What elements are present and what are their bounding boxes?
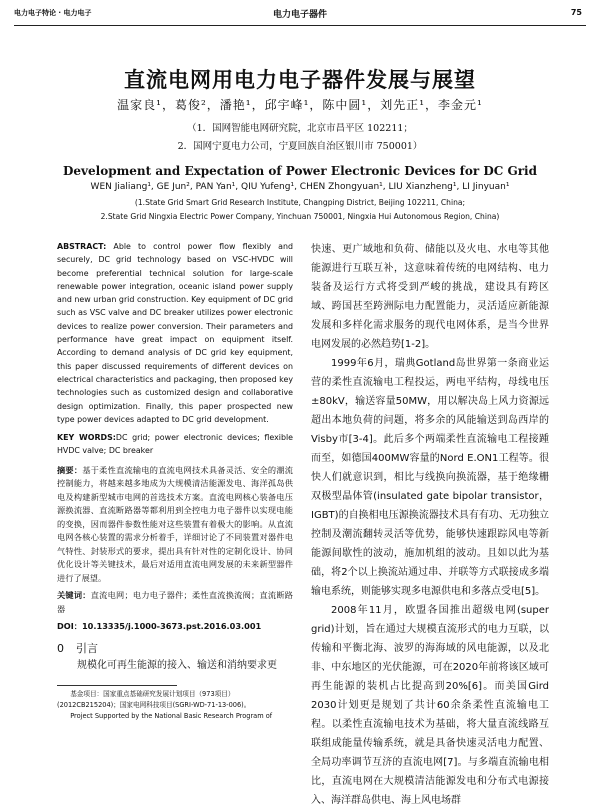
section-heading-intro [57,640,293,656]
keywords-en [57,431,293,458]
affiliation-cn-2: 2．国网宁夏电力公司，宁夏回族自治区银川市 750001） [177,141,423,152]
intro-paragraph-start: 规模化可再生能源的接入、输送和消纳要求更 [77,659,277,671]
keywords-cn [57,589,293,616]
section-number: 0 [57,641,64,655]
body-paragraph-3: 2008年11月，欧盟各国推出超级电网(super grid)计划，旨在通过大规模直流形式的电力互联，以传输和平衡北海、波罗的海海域的风电能源，以及北非、中东地区的光伏能源，可在2020年前将该区域可再生能源的装机占比提高到20%[6]。而美国Gird 2030计划更是规划了共计60余条柔性直流输电工程。以柔性直流输电技术为基础，将大量直流线路互联组成能量传输系统，就是具备快速灵活电力配置、全局功率调节互济的直流电网[7]。与多端直流输电相比，直流电网在大规模清洁能源发电和分布式电源接入、海洋群岛供电、海上风电场群 [311,605,549,806]
abstract-cn [57,464,293,586]
section-title: 引言 [76,641,98,655]
doi: DOI：10.13335/j.1000-3673.pst.2016.03.001 [57,621,262,632]
authors-en: WEN Jialiang¹, GE Jun², PAN Yan¹, QIU Yufeng¹, CHEN Zhongyuan¹, LIU Xianzheng¹, LI Jinyuan¹ [90,182,510,192]
footnote-divider [57,685,177,686]
footnote-fund-en: Project Supported by the National Basic Research Program of [70,712,273,720]
left-column [57,240,293,675]
running-header [14,8,586,24]
keywords-cn-label: 关键词： [57,590,91,601]
abstract-cn-text: 基于柔性直流输电的直流电网技术具备灵活、安全的潮流控制能力，将越来越多地成为大规模清洁能源发电、海洋孤岛供电及构建新型城市电网的首选技术方案。直流电网核心装备电压源换流器、直流断路器等都利用到全控电力电子器件以实现电能的变换，因而器件参数性能对这些装置有着极大的影响。从直流电网各核心装置的需求分析着手，详细讨论了不同装置对器件电气特性、封装形式的要求，提出具有针对性的定制化设计、协同优化设计等关键技术，最后对适用直流电网发展的未来新型器件进行了展望。 [57,464,293,583]
authors-cn: 温家良¹，葛俊²，潘艳¹，邱宇峰¹，陈中圆¹，刘先正¹，李金元¹ [117,98,483,112]
affiliation-cn-1: （1．国网智能电网研究院，北京市昌平区 102211； [187,123,413,134]
paper-title-en: Development and Expectation of Power Electronic Devices for DC Grid [63,164,537,178]
affiliation-en-2: 2.State Grid Ningxia Electric Power Company, Yinchuan 750001, Ningxia Hui Autonomous Region, China) [100,212,500,221]
paper-title-cn: 直流电网用电力电子器件发展与展望 [124,68,476,92]
abstract-cn-label: 摘要： [57,464,83,475]
header-divider [14,25,586,26]
keywords-en-text: DC grid; power electronic devices; flexible HVDC valve; DC breaker [57,433,293,456]
right-column [311,240,549,810]
abstract-en-label: ABSTRACT: [57,242,107,251]
abstract-en-text: Able to control power flow flexibly and securely, DC grid technology based on VSC-HVDC will become preferential technical solution for large-scale renewable power integration, oceanic island power supply and new urban grid construction. Key equipment of DC grid such as VSC valve and DC breaker utilizes power electronic devices to realize power conversion. Their parameters and performance have great impact on equipment itself. According to demand analysis of DC grid key equipment, this paper discussed requirements of different devices on electrical characteristics and packaging, then proposed key technologies such as customized design and collaborative design optimization. Finally, this paper prospected new type power devices adapted to DC grid development. [57,242,293,424]
footnote [57,689,293,722]
body-paragraph-2: 1999年6月，瑞典Gotland岛世界第一条商业运营的柔性直流输电工程投运，两电平结构，母线电压±80kV，输送容量50MW，用以解决岛上风力资源远超出本地负荷的问题，将多余的风能输送到岛西岸的Visby市[3-4]。此后多个两端柔性直流输电工程接踵而至，如德国400MW容量的Nord E.ON1工程等。很快人们就意识到，相比与线换向换流器，基于绝缘栅双极型晶体管(insulated gate bipolar transistor，IGBT)的自换相电压源换流器技术具有有功、无功独立控制及潮流翻转灵活等优势，能够快速跟踪风电等新能源间歇性的波动，施加机组的波动。且如以此为基础，将2个以上换流站通过串、并联等方式联接成多端输电系统，则能够实现多电源供电和多落点受电[5]。 [311,358,549,597]
journal-short-name: 电力电子特论 · 电力电子 [14,9,92,17]
page-number: 75 [570,8,582,17]
abstract-en [57,240,293,426]
footnote-fund-cn: 基金项目：国家重点基础研究发展计划项目（973项目）(2012CB215204)；国家电网科技项目(SGRI-WD-71-13-006)。 [57,690,251,709]
keywords-en-label: KEY WORDS: [57,433,116,443]
keywords-cn-text: 直流电网；电力电子器件；柔性直流换流阀；直流断路器 [57,590,293,614]
journal-section-title: 电力电子器件 [272,10,327,20]
affiliation-en-1: (1.State Grid Smart Grid Research Institute, Changping District, Beijing 102211, China; [134,198,466,207]
body-paragraph-1: 快速、更广域地和负荷、储能以及火电、水电等其他能源进行互联互补，这意味着传统的电网结构、电力装备及运行方式将受到严峻的挑战，建设具有跨区域、跨国甚至跨洲际电力配置能力，灵活适应新能源发展和多样化需求服务的现代电网体系，是当今世界电网发展的必然趋势[1-2]。 [311,244,549,350]
